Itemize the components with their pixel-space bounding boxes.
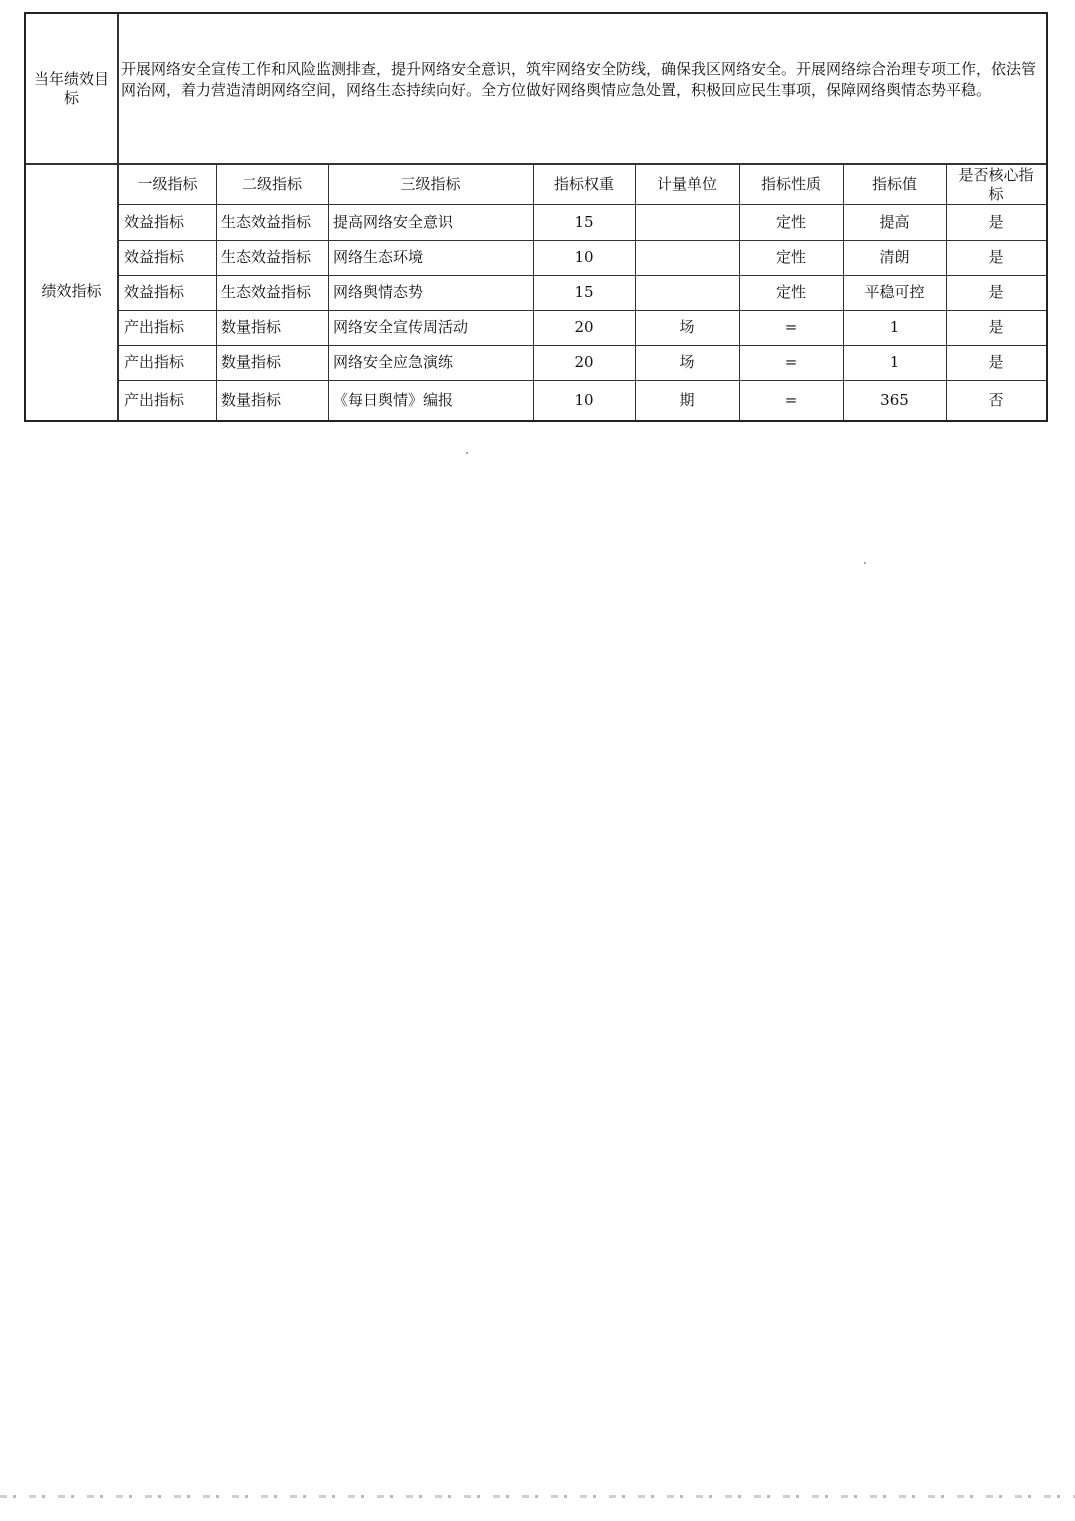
cell-core: 是 [988,353,1004,371]
cell-level3: 网络生态环境 [333,248,424,266]
cell-weight: 15 [574,212,594,231]
cell-level1: 产出指标 [124,390,185,409]
cell-nature: 定性 [775,212,806,231]
goal-label-cell [26,14,117,163]
header-level2: 二级指标 [241,175,302,193]
cell-nature: 定性 [775,248,806,266]
goal-text: 开展网络安全宣传工作和风险监测排查，提升网络安全意识，筑牢网络安全防线，确保我区网络安全。开展网络综合治理专项工作，依法管网治网，着力营造清朗网络空间，网络生态持续向好。全方位做好网络舆情应急处置，积极回应民生事项，保障网络舆情态势平稳。 [121,60,1037,99]
cell-value: 清朗 [879,248,910,266]
cell-level2: 数量指标 [221,390,282,409]
cell-value: 1 [889,318,900,336]
header-value: 指标值 [871,175,917,193]
cell-core: 是 [988,283,1004,301]
cell-value: 365 [880,390,909,409]
cell-level2: 数量指标 [221,318,282,336]
header-level3: 三级指标 [400,175,461,193]
indicators-label-cell [26,163,117,420]
cell-level3: 网络安全应急演练 [333,353,454,371]
cell-level1: 效益指标 [124,248,185,266]
cell-weight: 20 [574,353,594,371]
cell-level3: 提高网络安全意识 [333,212,454,231]
cell-weight: 20 [574,318,594,336]
cell-value: 1 [889,353,900,371]
cell-nature: 定性 [775,283,806,301]
cell-level1: 效益指标 [124,212,185,231]
cell-unit: 期 [679,390,695,409]
scan-speck [466,452,468,454]
cell-nature: = [784,318,798,336]
cell-level2: 生态效益指标 [221,283,312,301]
goal-label: 当年绩效目标 [33,69,109,107]
cell-level3: 网络安全宣传周活动 [333,318,469,336]
scan-speck [864,562,866,564]
cell-level1: 产出指标 [124,353,185,371]
header-level1: 一级指标 [137,175,198,193]
cell-unit [635,204,739,240]
header-unit: 计量单位 [656,175,717,193]
cell-weight: 15 [574,283,594,301]
cell-level3: 《每日舆情》编报 [333,390,454,409]
cell-weight: 10 [574,390,594,409]
header-nature: 指标性质 [760,175,821,193]
cell-unit [635,240,739,275]
cell-value: 提高 [879,212,910,231]
performance-table [24,12,1048,422]
cell-unit: 场 [679,318,695,336]
cell-value: 平稳可控 [864,283,925,301]
cell-level2: 数量指标 [221,353,282,371]
cell-level1: 效益指标 [124,283,185,301]
header-core: 是否核心指标 [958,165,1034,203]
header-weight: 指标权重 [553,175,614,193]
cell-level1: 产出指标 [124,318,185,336]
cell-core: 否 [988,390,1004,409]
cell-level3: 网络舆情态势 [333,283,424,301]
cell-weight: 10 [574,248,594,266]
scan-artifact [0,1495,1075,1498]
cell-core: 是 [988,248,1004,266]
cell-level2: 生态效益指标 [221,212,312,231]
cell-level2: 生态效益指标 [221,248,312,266]
cell-nature: = [784,353,798,371]
cell-core: 是 [988,212,1004,231]
cell-core: 是 [988,318,1004,336]
indicators-label: 绩效指标 [41,282,102,300]
cell-unit [635,275,739,310]
cell-unit: 场 [679,353,695,371]
cell-nature: = [784,390,798,409]
